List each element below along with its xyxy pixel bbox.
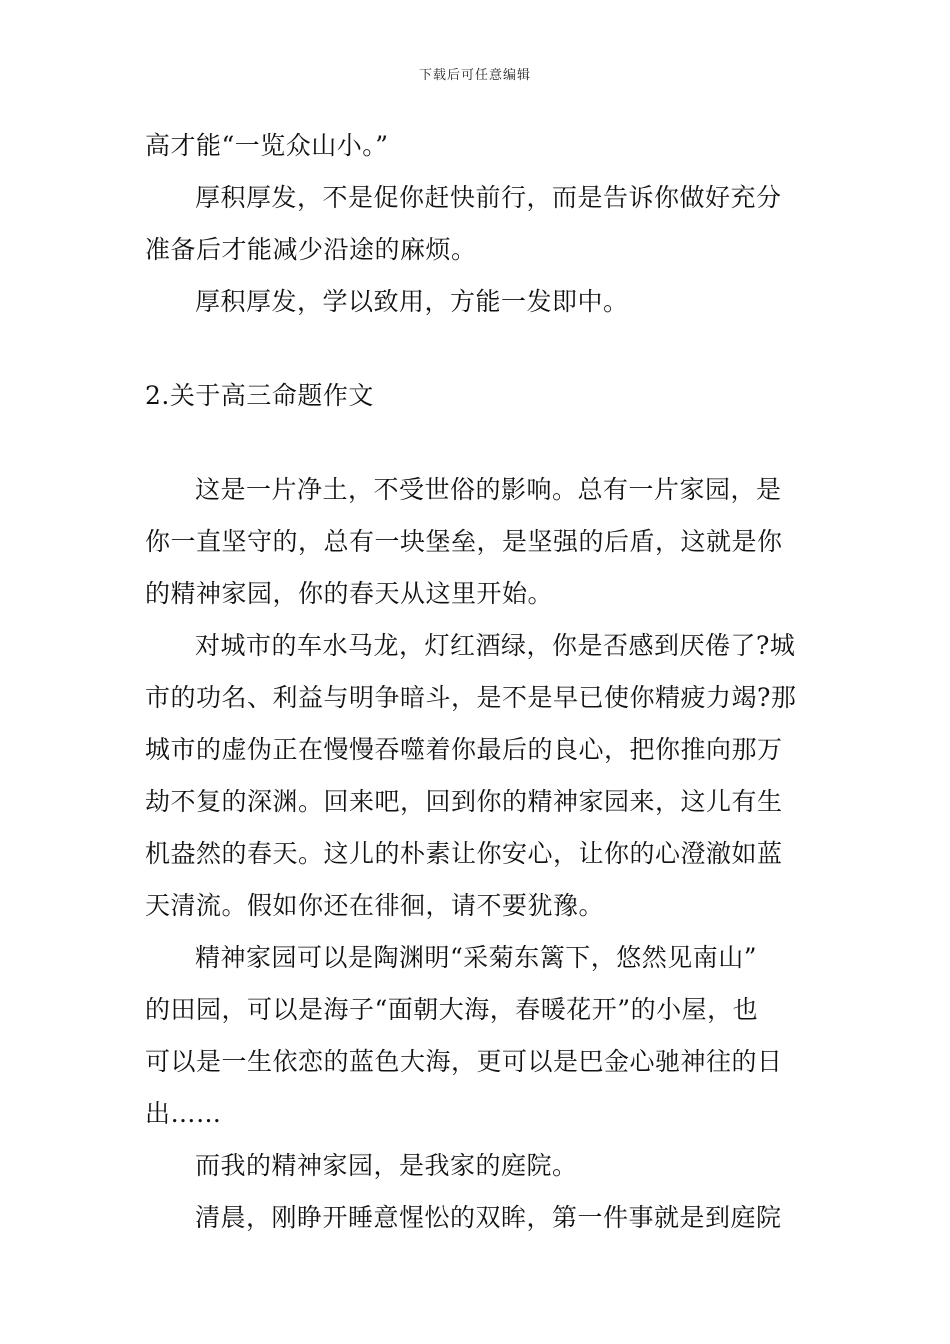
section-title: 2.关于高三命题作文 (145, 381, 374, 410)
paragraph-line: 厚积厚发，不是促你赶快前行，而是告诉你做好充分 (195, 183, 782, 212)
paragraph-line: 精神家园可以是陶渊明“采菊东篱下，悠然见南山” (195, 943, 758, 972)
blank-line (145, 422, 810, 464)
blank-line (145, 328, 810, 370)
paragraph-line: 出…… (145, 1099, 222, 1128)
paragraph-line: 清晨，刚睁开睡意惺忪的双眸，第一件事就是到庭院 (195, 1203, 782, 1232)
paragraph-line: 对城市的车水马龙，灯红酒绿，你是否感到厌倦了?城 (195, 631, 796, 660)
paragraph-line: 机盎然的春天。这儿的朴素让你安心，让你的心澄澈如蓝 (145, 839, 783, 868)
page-header: 下载后可任意编辑 (418, 68, 531, 83)
paragraph-line: 厚积厚发，学以致用，方能一发即中。 (195, 287, 629, 316)
paragraph-line: 天清流。假如你还在徘徊，请不要犹豫。 (145, 891, 605, 920)
paragraph-line: 高才能“一览众山小。” (145, 131, 389, 160)
paragraph-line: 市的功名、利益与明争暗斗，是不是早已使你精疲力竭?那 (145, 683, 797, 712)
paragraph-line: 的田园，可以是海子“面朝大海，春暖花开”的小屋，也 (145, 995, 759, 1024)
document-body (145, 120, 810, 1244)
paragraph-line: 可以是一生依恋的蓝色大海，更可以是巴金心驰神往的日 (145, 1047, 783, 1076)
paragraph-line: 的精神家园，你的春天从这里开始。 (145, 579, 554, 608)
paragraph-line: 准备后才能减少沿途的麻烦。 (145, 235, 477, 264)
paragraph-line: 你一直坚守的，总有一块堡垒，是坚强的后盾，这就是你 (145, 527, 783, 556)
paragraph-line: 城市的虚伪正在慢慢吞噬着你最后的良心，把你推向那万 (145, 735, 783, 764)
paragraph-line: 而我的精神家园，是我家的庭院。 (195, 1151, 578, 1180)
paragraph-line: 劫不复的深渊。回来吧，回到你的精神家园来，这儿有生 (145, 787, 783, 816)
paragraph-line: 这是一片净土，不受世俗的影响。总有一片家园，是 (195, 475, 782, 504)
